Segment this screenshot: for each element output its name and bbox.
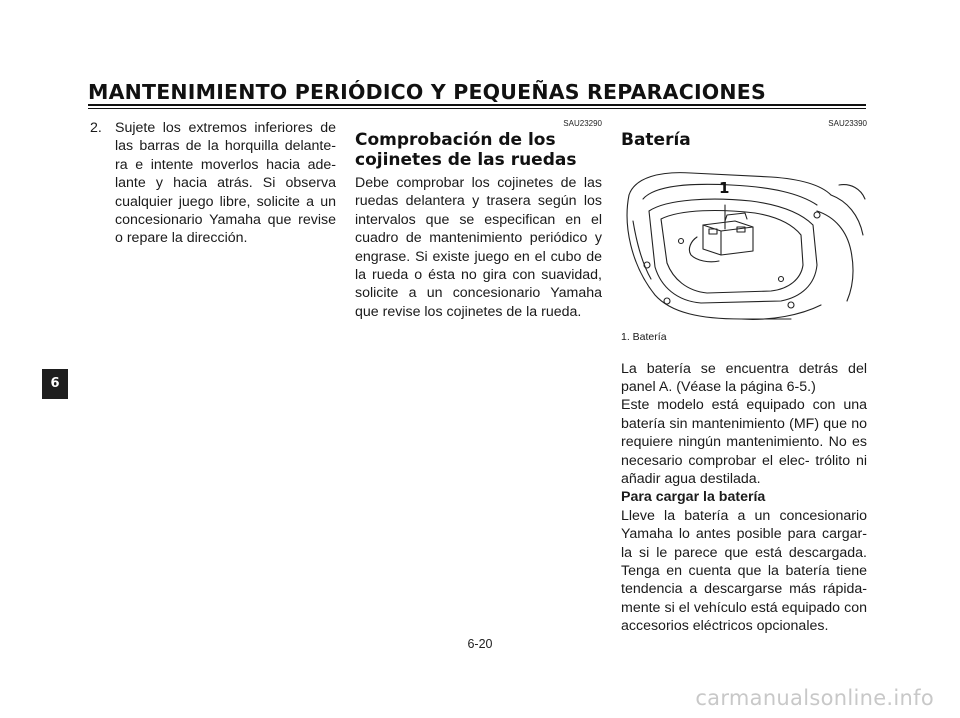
header-rule-thick xyxy=(88,104,866,106)
callout-number: 1 xyxy=(719,178,730,197)
page-header-title: MANTENIMIENTO PERIÓDICO Y PEQUEÑAS REPARACIONES xyxy=(88,80,766,104)
charging-paragraph: Lleve la batería a un concesionario Yamaha lo antes posible para cargar- la si le parece que está descargada. Tenga en cuenta que la batería tiene tendencia a descargarse más rápida- mente si el vehículo está equipado con accesorios eléctricos opcionales. xyxy=(621,507,867,635)
battery-location-figure xyxy=(621,155,867,325)
page-number: 6-20 xyxy=(467,637,493,651)
wheel-bearings-section xyxy=(355,119,602,321)
section-title: Batería xyxy=(621,130,691,150)
left-column xyxy=(90,119,336,248)
section-ref-code: SAU23390 xyxy=(828,119,867,128)
battery-location-paragraph: La batería se encuentra detrás del panel A. (Véase la página 6-5.) xyxy=(621,360,867,395)
section-ref-code: SAU23290 xyxy=(563,119,602,128)
step-number: 2. xyxy=(90,120,102,136)
site-watermark: carmanualsonline.info xyxy=(695,686,934,710)
chapter-tab[interactable]: 6 xyxy=(42,369,68,399)
header-rule-thin xyxy=(88,108,866,109)
section-title: Comprobación de los cojinetes de las ruedas xyxy=(355,130,577,170)
battery-type-paragraph: Este modelo está equipado con una batería sin mantenimiento (MF) que no requiere ningún mantenimiento. No es necesario comprobar el elec- trólito ni añadir agua destilada. xyxy=(621,397,867,487)
scooter-storage-illustration xyxy=(621,155,867,325)
figure-caption: 1. Batería xyxy=(621,330,667,343)
battery-section xyxy=(621,119,867,636)
steering-check-step xyxy=(90,119,336,248)
charging-subheading: Para cargar la batería xyxy=(621,489,766,506)
step-text: Sujete los extremos inferiores de las barras de la horquilla delante- ra e intente moverlos hacia ade- lante y hacia atrás. Si observa cualquier juego libre, solicite a un concesionario Yamaha que revise o repare la dirección. xyxy=(115,120,336,247)
section-body: Debe comprobar los cojinetes de las ruedas delantera y trasera según los intervalos que se especifican en el cuadro de mantenimiento periódico y engrase. Si existe juego en el cubo de la rueda o ésta no gira con suavidad, solicite a un concesionario Yamaha que revise los cojinetes de la rueda. xyxy=(355,175,602,320)
